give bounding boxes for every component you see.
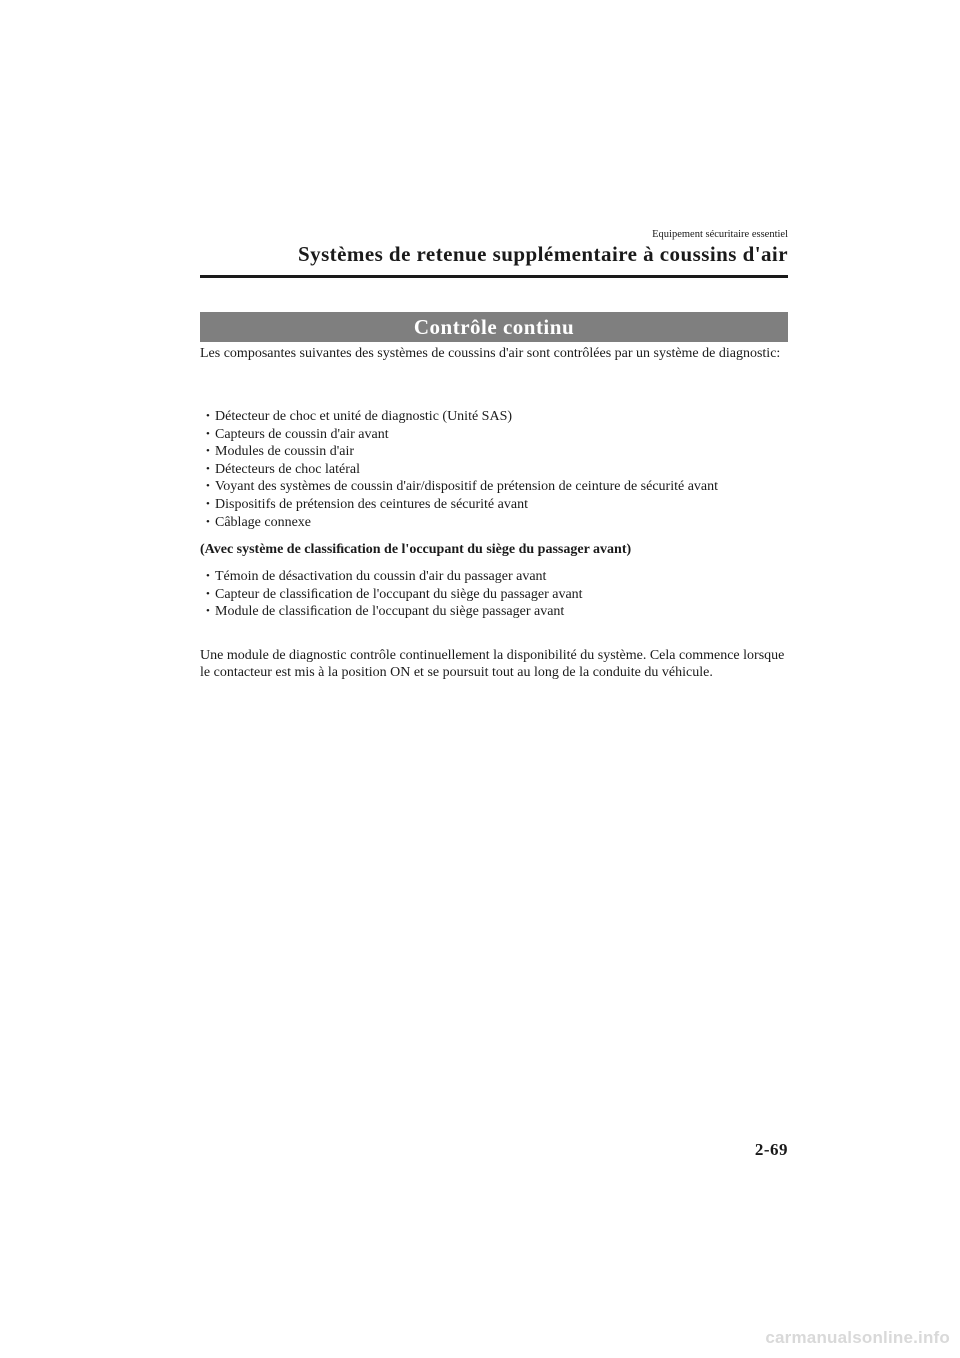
list-item [206,408,718,426]
list-item [206,603,583,621]
bullet-icon: • [206,587,210,600]
list-item [206,478,718,496]
bullet-icon: • [206,410,210,422]
header-divider [200,275,788,278]
watermark-text: carmanualsonline.info [765,1328,950,1347]
bullet-icon: • [206,605,210,618]
list-item-text: Modules de coussin d'air [215,444,355,460]
list-item-text: Dispositifs de prétension des ceintures de sécurité avant [215,496,528,512]
list-item [206,426,718,444]
list-item-text: Témoin de désactivation du coussin d'air du passager avant [215,569,547,584]
occupant-classification-list [206,568,583,621]
monitored-components-list [206,408,718,531]
bullet-icon: • [206,515,210,528]
subheading: (Avec système de classiﬁcation de l'occupant du siège du passager avant) [200,542,632,557]
header-section-label: Equipement sécuritaire essentiel [652,229,788,240]
bullet-icon: • [206,497,210,510]
list-item [206,496,718,514]
list-item [206,586,583,604]
page-number: 2-69 [754,1140,788,1159]
closing-paragraph: Une module de diagnostic contrôle continuellement la disponibilité du système. Cela commence lorsque le contacteur est mis à la position ON et se poursuit tout au long de la conduite du véhicule. [200,648,785,680]
list-item-text: Détecteur de choc et unité de diagnostic (Unité SAS) [215,409,513,424]
list-item [206,568,583,586]
bullet-icon: • [206,462,210,475]
list-item-text: Capteurs de coussin d'air avant [215,426,389,442]
intro-paragraph: Les composantes suivantes des systèmes de coussins d'air sont contrôlées par un système de diagnostic: [200,346,781,361]
bullet-icon: • [206,570,210,582]
bullet-icon: • [206,445,210,458]
list-item-text: Voyant des systèmes de coussin d'air/dispositif de prétension de ceinture de sécurité avant [215,479,719,495]
list-item-text: Module de classiﬁcation de l'occupant du siège passager avant [215,604,565,620]
list-item [206,461,718,479]
list-item-text: Détecteurs de choc latéral [215,461,360,477]
bullet-icon: • [206,427,210,440]
section-title-bar [200,312,788,342]
list-item [206,514,718,532]
list-item-text: Capteur de classiﬁcation de l'occupant du siège du passager avant [215,586,583,602]
list-item-text: Câblage connexe [215,514,312,530]
bullet-icon: • [206,480,210,493]
list-item [206,443,718,461]
header-title: Systèmes de retenue supplémentaire à coussins d'air [297,242,788,266]
section-title: Contrôle continu [413,315,575,339]
